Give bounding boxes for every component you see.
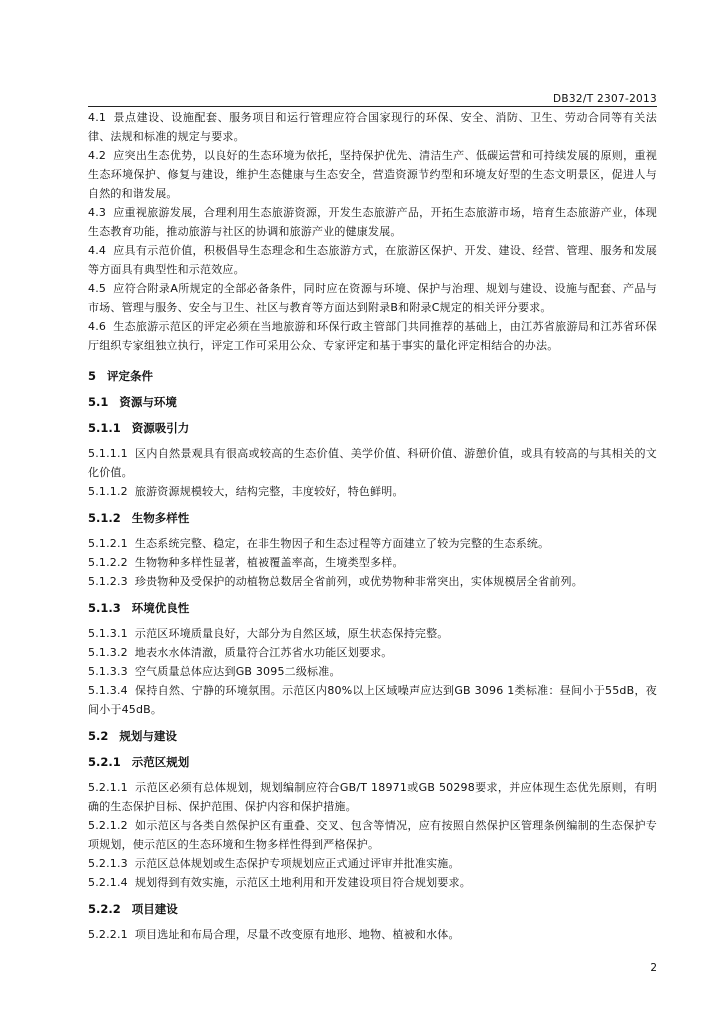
page-number: 2 xyxy=(650,962,657,974)
clause-number: 5.1.1 xyxy=(88,421,121,435)
clause-text: 项目建设 xyxy=(131,902,178,916)
clause-paragraph xyxy=(88,624,657,643)
clause-text: 环境优良性 xyxy=(131,601,190,615)
clause-paragraph xyxy=(88,241,657,279)
clause-number: 5.2.2 xyxy=(88,902,121,916)
clause-number: 5.1.2.2 xyxy=(88,556,128,569)
clause-text: 景点建设、设施配套、服务项目和运行管理应符合国家现行的环保、安全、消防、卫生、劳动合同等有关法律、法规和标准的规定与要求。 xyxy=(88,111,657,143)
clause-paragraph xyxy=(88,203,657,241)
clause-number: 4.6 xyxy=(88,320,107,333)
clause-text: 示范区总体规划或生态保护专项规划应正式通过评审并批准实施。 xyxy=(134,857,460,870)
clause-text: 示范区必须有总体规划，规划编制应符合GB/T 18971或GB 50298要求，并应体现生态优先原则，有明确的生态保护目标、保护范围、保护内容和保护措施。 xyxy=(88,781,657,813)
clause-paragraph xyxy=(88,317,657,355)
clause-number: 5.1.3.1 xyxy=(88,627,128,640)
clause-number: 4.1 xyxy=(88,111,107,124)
document-code: DB32/T 2307-2013 xyxy=(553,93,657,105)
clause-paragraph xyxy=(88,279,657,317)
clause-text: 保持自然、宁静的环境氛围。示范区内80%以上区域噪声应达到GB 3096 1类标准：昼间小于55dB，夜间小于45dB。 xyxy=(88,684,657,716)
clause-number: 5.2.1.1 xyxy=(88,781,128,794)
clause-number: 4.5 xyxy=(88,282,107,295)
clause-paragraph xyxy=(88,534,657,553)
clause-number: 5.1 xyxy=(88,395,109,409)
clause-number: 5.1.2.1 xyxy=(88,537,128,550)
clause-paragraph xyxy=(88,854,657,873)
clause-number: 5.1.1.2 xyxy=(88,485,128,498)
subsection-heading xyxy=(88,753,657,772)
clause-text: 如示范区与各类自然保护区有重叠、交叉、包含等情况，应有按照自然保护区管理条例编制的生态保护专项规划，使示范区的生态环境和生物多样性得到严格保护。 xyxy=(88,819,657,851)
clause-text: 地表水水体清澈，质量符合江苏省水功能区划要求。 xyxy=(134,646,393,659)
clause-text: 规划得到有效实施，示范区土地利用和开发建设项目符合规划要求。 xyxy=(134,876,471,889)
clause-number: 4.3 xyxy=(88,206,107,219)
clause-text: 生物多样性 xyxy=(131,511,190,525)
clause-number: 5.1.3.2 xyxy=(88,646,128,659)
clause-number: 5.1.3 xyxy=(88,601,121,615)
clause-text: 生物物种多样性显著，植被覆盖率高，生境类型多样。 xyxy=(134,556,404,569)
clause-paragraph xyxy=(88,444,657,482)
clause-text: 应突出生态优势，以良好的生态环境为依托，坚持保护优先、清洁生产、低碳运营和可持续发展的原则，重视生态环境保护、修复与建设，维护生态健康与生态安全，营造资源节约型和环境友好型的生态文明景区，促进人与自然的和谐发展。 xyxy=(88,149,657,200)
clause-number: 4.4 xyxy=(88,244,107,257)
clause-number: 5.2.1 xyxy=(88,755,121,769)
clause-text: 应具有示范价值，积极倡导生态理念和生态旅游方式，在旅游区保护、开发、建设、经营、管理、服务和发展等方面具有典型性和示范效应。 xyxy=(88,244,657,276)
clause-paragraph xyxy=(88,816,657,854)
clause-paragraph xyxy=(88,778,657,816)
clause-number: 5.1.1.1 xyxy=(88,447,128,460)
clause-text: 资源与环境 xyxy=(119,395,177,409)
clause-text: 生态旅游示范区的评定必须在当地旅游和环保行政主管部门共同推荐的基础上，由江苏省旅游局和江苏省环保厅组织专家组独立执行，评定工作可采用公众、专家评定和基于事实的量化评定相结合的办法。 xyxy=(88,320,657,352)
clause-paragraph xyxy=(88,925,657,944)
clause-text: 应重视旅游发展，合理利用生态旅游资源，开发生态旅游产品，开拓生态旅游市场，培育生态旅游产业，体现生态教育功能，推动旅游与社区的协调和旅游产业的健康发展。 xyxy=(88,206,657,238)
clause-paragraph xyxy=(88,108,657,146)
clause-paragraph xyxy=(88,873,657,892)
clause-number: 5.1.3.3 xyxy=(88,665,128,678)
clause-paragraph xyxy=(88,482,657,501)
clause-text: 示范区规划 xyxy=(131,755,190,769)
clause-paragraph xyxy=(88,146,657,203)
clause-number: 5 xyxy=(88,369,97,383)
clause-number: 5.1.2.3 xyxy=(88,575,128,588)
clause-number: 5.2.1.2 xyxy=(88,819,128,832)
clause-number: 5.2.2.1 xyxy=(88,928,128,941)
header-rule xyxy=(88,106,657,107)
clause-text: 珍贵物种及受保护的动植物总数居全省前列，或优势物种非常突出，实体规模居全省前列。 xyxy=(134,575,583,588)
clause-text: 评定条件 xyxy=(107,369,154,383)
subsection-heading xyxy=(88,509,657,528)
clause-text: 规划与建设 xyxy=(119,729,177,743)
clause-paragraph xyxy=(88,572,657,591)
clause-number: 5.1.2 xyxy=(88,511,121,525)
clause-text: 生态系统完整、稳定，在非生物因子和生态过程等方面建立了较为完整的生态系统。 xyxy=(134,537,550,550)
section-heading xyxy=(88,727,657,746)
section-heading xyxy=(88,393,657,412)
document-body xyxy=(88,108,657,944)
clause-number: 4.2 xyxy=(88,149,107,162)
subsection-heading xyxy=(88,900,657,919)
clause-text: 资源吸引力 xyxy=(131,421,190,435)
clause-paragraph xyxy=(88,681,657,719)
chapter-heading xyxy=(88,367,657,386)
clause-paragraph xyxy=(88,553,657,572)
clause-text: 应符合附录A所规定的全部必备条件，同时应在资源与环境、保护与治理、规划与建设、设施与配套、产品与市场、管理与服务、安全与卫生、社区与教育等方面达到附录B和附录C规定的相关评分要求。 xyxy=(88,282,657,314)
subsection-heading xyxy=(88,419,657,438)
clause-text: 区内自然景观具有很高或较高的生态价值、美学价值、科研价值、游憩价值，或具有较高的与其相关的文化价值。 xyxy=(88,447,657,479)
clause-text: 旅游资源规模较大，结构完整，丰度较好，特色鲜明。 xyxy=(134,485,404,498)
clause-text: 项目选址和布局合理，尽量不改变原有地形、地物、植被和水体。 xyxy=(134,928,460,941)
clause-number: 5.1.3.4 xyxy=(88,684,128,697)
clause-paragraph xyxy=(88,643,657,662)
clause-paragraph xyxy=(88,662,657,681)
clause-number: 5.2.1.3 xyxy=(88,857,128,870)
clause-number: 5.2 xyxy=(88,729,109,743)
subsection-heading xyxy=(88,599,657,618)
clause-number: 5.2.1.4 xyxy=(88,876,128,889)
clause-text: 示范区环境质量良好，大部分为自然区域，原生状态保持完整。 xyxy=(134,627,449,640)
clause-text: 空气质量总体应达到GB 3095二级标准。 xyxy=(134,665,341,678)
